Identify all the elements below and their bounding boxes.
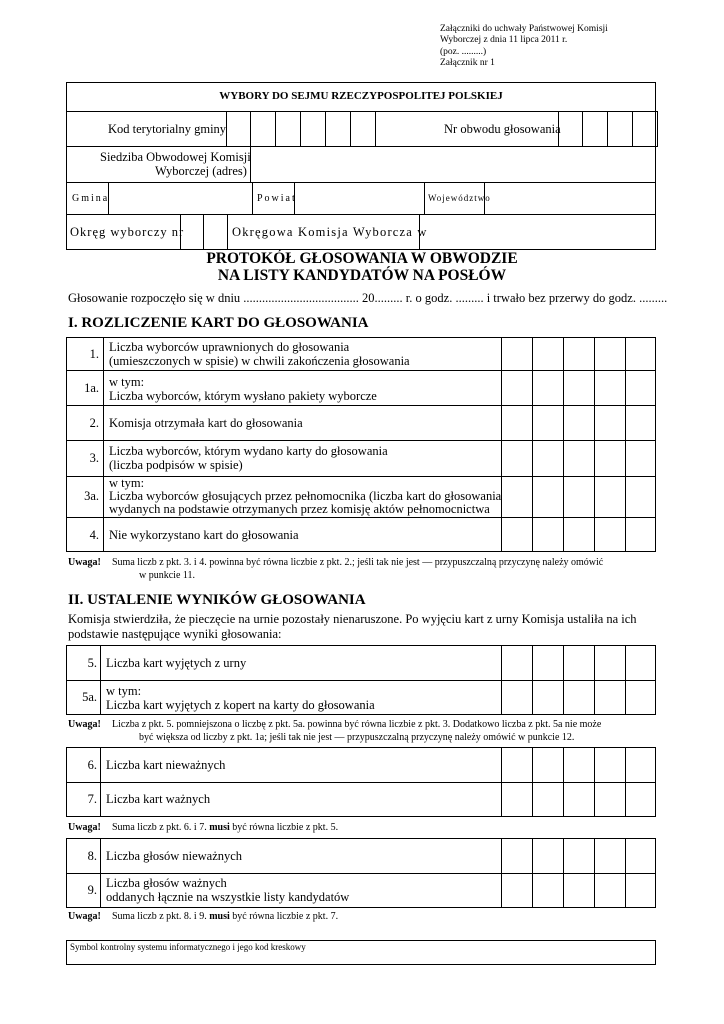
section-2-intro: podstawie następujące wyniki głosowania: bbox=[68, 627, 282, 641]
seat-label: Wyborczej (adres) bbox=[155, 164, 247, 178]
value-boxes-2[interactable] bbox=[502, 406, 655, 439]
okregowa-label: Okręgowa Komisja Wyborcza w bbox=[232, 225, 428, 239]
row-label: w tym: bbox=[109, 476, 145, 490]
district-no-label: Nr obwodu głosowania bbox=[444, 122, 561, 136]
row-label: Liczba wyborców głosujących przez pełnomocnika (liczba kart do głosowania bbox=[109, 489, 502, 503]
note-line: Liczba z pkt. 5. pomniejszona o liczbę z pkt. 5a. powinna być równa liczbie z pkt. 3. Dodatkowo liczba z pkt. 5a nie może bbox=[112, 719, 602, 730]
protocol-title: PROTOKÓŁ GŁOSOWANIA W OBWODZIE bbox=[206, 250, 518, 267]
section-2-note-b bbox=[68, 822, 101, 835]
value-boxes-1a[interactable] bbox=[502, 371, 655, 404]
section-2-note-c bbox=[68, 911, 101, 924]
row-label: Liczba kart nieważnych bbox=[106, 758, 226, 772]
note-label: Uwaga! bbox=[68, 911, 101, 922]
district-no-boxes[interactable] bbox=[558, 111, 658, 147]
voting-start-line: Głosowanie rozpoczęło się w dniu ..................................... 20......... r. o godz. ......... i trwało bez przerwy do godz. ......... bbox=[68, 291, 668, 305]
note-text: Suma liczb z pkt. 6. i 7. bbox=[112, 822, 210, 833]
row-number: 9. bbox=[87, 883, 97, 897]
value-boxes-3a[interactable] bbox=[502, 477, 655, 516]
value-boxes-6[interactable] bbox=[502, 748, 655, 781]
row-label: (liczba podpisów w spisie) bbox=[109, 458, 243, 472]
okreg-boxes[interactable] bbox=[180, 214, 228, 250]
row-number: 3. bbox=[89, 451, 99, 465]
row-label: wydanych na podstawie otrzymanych przez komisję aktów pełnomocnictwa bbox=[109, 502, 490, 516]
territorial-code-boxes[interactable] bbox=[226, 111, 376, 147]
row-label: Komisja otrzymała kart do głosowania bbox=[109, 416, 303, 430]
note-text: Suma liczb z pkt. 8. i 9. bbox=[112, 911, 210, 922]
powiat-label: Powiat bbox=[257, 193, 297, 204]
row-number: 8. bbox=[87, 849, 97, 863]
seat-label: Siedziba Obwodowej Komisji bbox=[100, 150, 251, 164]
row-number: 7. bbox=[87, 792, 97, 806]
value-boxes-8[interactable] bbox=[502, 839, 655, 872]
section-2-note-a-text bbox=[112, 719, 601, 744]
row-label: Nie wykorzystano kart do głosowania bbox=[109, 528, 299, 542]
protocol-title: NA LISTY KANDYDATÓW NA POSŁÓW bbox=[217, 267, 507, 284]
row-number: 2. bbox=[89, 416, 99, 430]
row-number: 5. bbox=[87, 656, 97, 670]
row-label: Liczba kart wyjętych z kopert na karty do głosowania bbox=[106, 698, 375, 712]
section-2-note-a bbox=[68, 719, 101, 732]
control-symbol-label: Symbol kontrolny systemu informatycznego i jego kod kreskowy bbox=[70, 942, 306, 952]
gmina-label: Gmina bbox=[72, 193, 110, 204]
wojewodztwo-label: Województwo bbox=[428, 193, 491, 203]
okregowa-field[interactable] bbox=[420, 215, 655, 249]
row-label: Liczba wyborców, którym wysłano pakiety wyborcze bbox=[109, 389, 377, 403]
row-label: w tym: bbox=[109, 375, 145, 389]
row-number: 6. bbox=[87, 758, 97, 772]
note-line: być większa od liczby z pkt. 1a; jeśli tak nie jest — przypuszczalną przyczynę należy omówić w punkcie 12. bbox=[139, 731, 575, 743]
section-2-intro: Komisja stwierdziła, że pieczęcie na urnie pozostały nienaruszone. Po wyjęciu kart z urny Komisja ustaliła na ich bbox=[68, 612, 637, 626]
row-label: Liczba głosów ważnych bbox=[106, 876, 227, 890]
row-label: Liczba głosów nieważnych bbox=[106, 849, 243, 863]
section-1-title: I. ROZLICZENIE KART DO GŁOSOWANIA bbox=[68, 315, 369, 331]
row-number: 4. bbox=[89, 528, 99, 542]
row-label: Liczba kart wyjętych z urny bbox=[106, 656, 247, 670]
section-1-note bbox=[68, 557, 101, 570]
attachment-line: Załączniki do uchwały Państwowej Komisji bbox=[440, 24, 608, 34]
territorial-code-label: Kod terytorialny gminy bbox=[108, 122, 227, 136]
note-text: być równa liczbie z pkt. 5. bbox=[229, 822, 339, 833]
row-number: 5a. bbox=[82, 690, 97, 704]
section-2-title: II. USTALENIE WYNIKÓW GŁOSOWANIA bbox=[68, 592, 366, 608]
attachment-line: Wyborczej z dnia 11 lipca 2011 r. bbox=[440, 35, 568, 46]
row-label: w tym: bbox=[106, 684, 142, 698]
note-line: w punkcie 11. bbox=[139, 569, 196, 581]
gmina-field[interactable] bbox=[109, 183, 251, 213]
attachment-line: (poz. .........) bbox=[440, 46, 487, 57]
powiat-field[interactable] bbox=[295, 183, 423, 213]
wojewodztwo-field[interactable] bbox=[485, 183, 655, 213]
value-boxes-1[interactable] bbox=[502, 338, 655, 369]
section-2-note-b-text bbox=[112, 822, 338, 835]
row-number: 1a. bbox=[84, 381, 99, 395]
note-text: być równa liczbie z pkt. 7. bbox=[229, 911, 339, 922]
note-label: Uwaga! bbox=[68, 557, 101, 568]
value-boxes-4[interactable] bbox=[502, 518, 655, 551]
note-label: Uwaga! bbox=[68, 822, 101, 833]
note-label: Uwaga! bbox=[68, 719, 101, 730]
row-label: Liczba wyborców uprawnionych do głosowania bbox=[109, 340, 350, 354]
note-emphasis: musi bbox=[209, 822, 230, 833]
section-2-note-c-text bbox=[112, 911, 338, 924]
value-boxes-5a[interactable] bbox=[502, 681, 655, 714]
value-boxes-7[interactable] bbox=[502, 783, 655, 816]
election-title: WYBORY DO SEJMU RZECZYPOSPOLITEJ POLSKIEJ bbox=[219, 90, 503, 102]
value-boxes-3[interactable] bbox=[502, 441, 655, 475]
row-number: 3a. bbox=[84, 489, 99, 503]
row-label: oddanych łącznie na wszystkie listy kandydatów bbox=[106, 890, 350, 904]
row-label: Liczba wyborców, którym wydano karty do głosowania bbox=[109, 444, 388, 458]
section-1-note-text bbox=[112, 557, 603, 582]
row-label: (umieszczonych w spisie) w chwili zakończenia głosowania bbox=[109, 354, 410, 368]
seat-address-field[interactable] bbox=[251, 147, 655, 181]
value-boxes-9[interactable] bbox=[502, 874, 655, 907]
row-number: 1. bbox=[89, 347, 99, 361]
note-emphasis: musi bbox=[209, 911, 230, 922]
row-label: Liczba kart ważnych bbox=[106, 792, 211, 806]
value-boxes-5[interactable] bbox=[502, 646, 655, 679]
note-line: Suma liczb z pkt. 3. i 4. powinna być równa liczbie z pkt. 2.; jeśli tak nie jest — przypuszczalną przyczynę należy omówić bbox=[112, 557, 604, 568]
attachment-note bbox=[440, 24, 608, 69]
attachment-line: Załącznik nr 1 bbox=[440, 57, 495, 68]
okreg-label: Okręg wyborczy nr bbox=[70, 225, 185, 239]
